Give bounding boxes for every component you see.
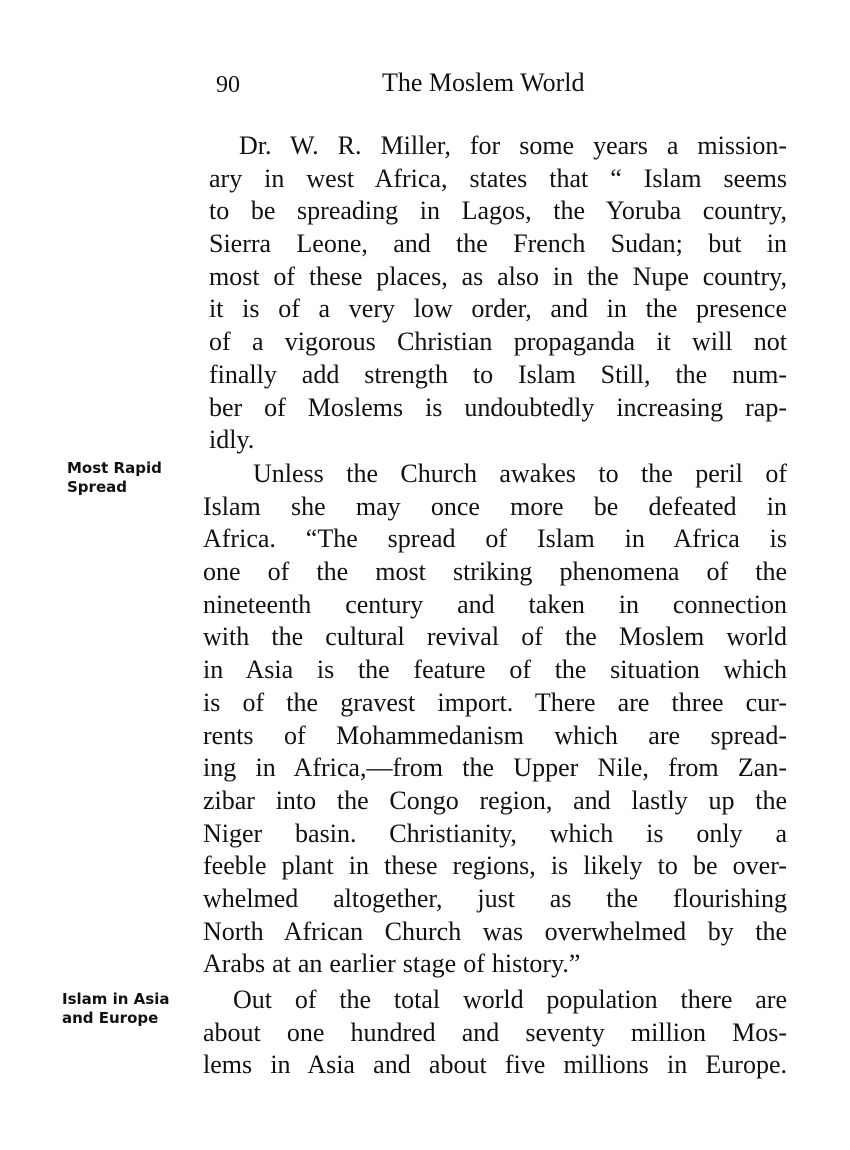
text-line: one of the most striking phenomena of the <box>203 557 787 587</box>
text-line: ber of Moslems is undoubtedly increasing rap- <box>209 392 787 422</box>
text-line: Niger basin. Christianity, which is only a <box>203 818 787 848</box>
margin-note-most-rapid-spread <box>67 459 197 497</box>
text-line: zibar into the Congo region, and lastly up the <box>203 785 787 815</box>
text-line: rents of Mohammedanism which are spread- <box>203 720 787 750</box>
margin-note-islam-in-asia-and-europe <box>62 990 192 1028</box>
text-line: it is of a very low order, and in the presence <box>209 294 787 324</box>
text-line: Sierra Leone, and the French Sudan; but in <box>209 229 787 259</box>
text-line: finally add strength to Islam Still, the num- <box>209 359 787 389</box>
text-line: nineteenth century and taken in connection <box>203 589 787 619</box>
text-line: Dr. W. R. Miller, for some years a mission- <box>239 131 787 160</box>
text-line: ing in Africa,—from the Upper Nile, from Zan- <box>203 753 787 783</box>
text-line: of a vigorous Christian propaganda it will not <box>209 327 787 357</box>
text-line: Africa. “The spread of Islam in Africa is <box>203 524 787 554</box>
text-line: about one hundred and seventy million Mos- <box>203 1017 787 1047</box>
text-line: Unless the Church awakes to the peril of <box>253 459 787 488</box>
paragraph-2 <box>203 458 787 981</box>
text-line: Out of the total world population there are <box>233 985 787 1014</box>
running-title: The Moslem World <box>382 68 585 97</box>
text-line: with the cultural revival of the Moslem world <box>203 622 787 652</box>
text-line: idly. <box>209 425 255 455</box>
paragraph-3 <box>203 984 787 1082</box>
text-line: Arabs at an earlier stage of history.” <box>203 949 581 979</box>
paragraph-1 <box>209 130 787 457</box>
margin-note-line: Islam in Asia <box>62 990 170 1008</box>
text-line: ary in west Africa, states that “ Islam seems <box>209 163 787 193</box>
text-line: Islam she may once more be defeated in <box>203 491 787 521</box>
text-line: to be spreading in Lagos, the Yoruba country, <box>209 196 787 226</box>
page-number: 90 <box>216 72 240 98</box>
text-line: feeble plant in these regions, is likely to be over- <box>203 851 787 881</box>
text-line: lems in Asia and about five millions in Europe. <box>203 1050 787 1080</box>
text-line: in Asia is the feature of the situation which <box>203 655 787 685</box>
text-line: whelmed altogether, just as the flourishing <box>203 883 787 913</box>
page-header <box>200 64 790 100</box>
text-line: is of the gravest import. There are three cur- <box>203 687 787 717</box>
text-line: most of these places, as also in the Nupe country, <box>209 261 787 291</box>
text-line: North African Church was overwhelmed by the <box>203 916 787 946</box>
margin-note-line: and Europe <box>62 1009 159 1027</box>
margin-note-line: Most Rapid <box>67 459 162 477</box>
margin-note-line: Spread <box>67 478 127 496</box>
